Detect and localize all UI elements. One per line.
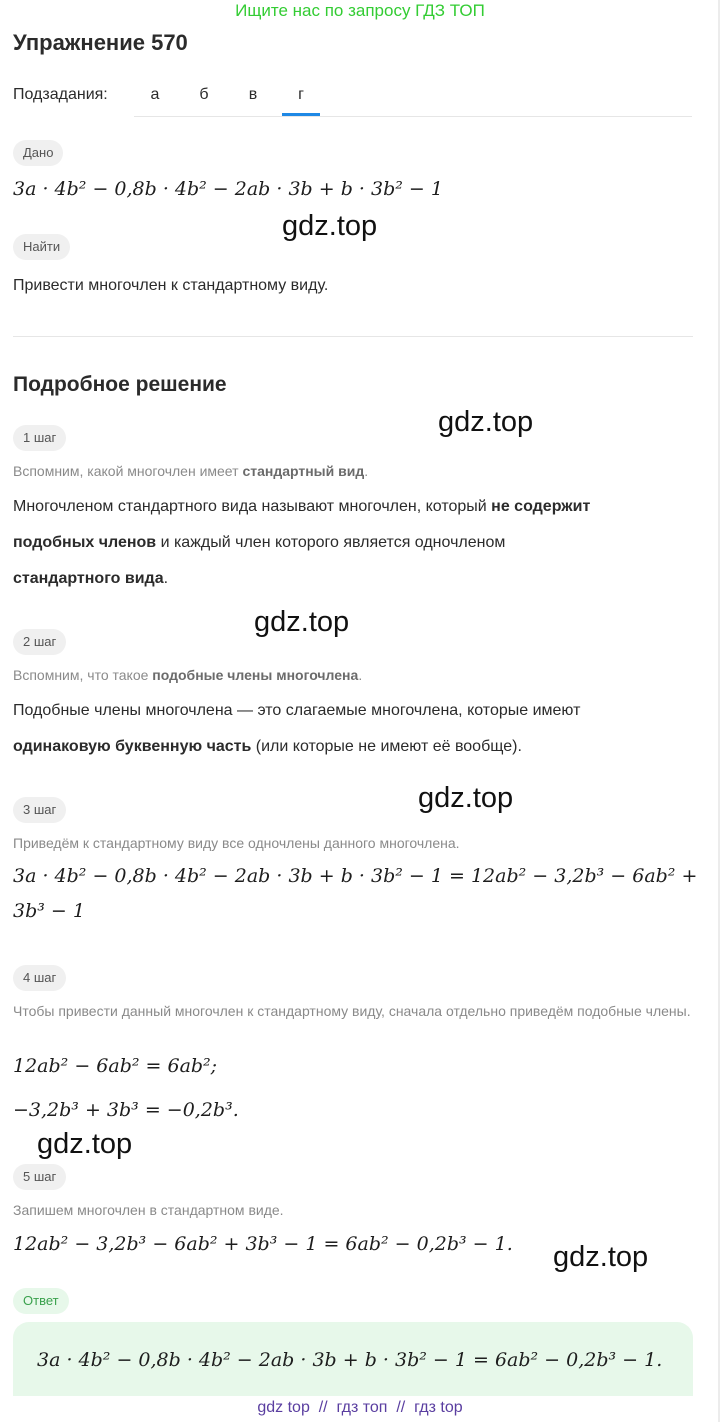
step-5-chip: 5 шаг — [13, 1164, 66, 1190]
step-5-hint: Запишем многочлен в стандартном виде. — [13, 1202, 284, 1218]
watermark: gdz.top — [254, 606, 350, 638]
step-2-line-2: одинаковую буквенную часть (или которые не имеют её вообще). — [13, 738, 522, 755]
watermark: gdz.top — [418, 782, 514, 814]
answer-expression: 3a · 4b² − 0,8b · 4b² − 2ab · 3b + b · 3b² − 1 = 6ab² − 0,2b³ − 1. — [37, 1349, 663, 1371]
step-2-line-1: Подобные члены многочлена — это слагаемые многочлена, которые имеют — [13, 702, 581, 719]
step-4-math-1: 12ab² − 6ab² = 6ab²; — [13, 1055, 218, 1077]
given-expression: 3a · 4b² − 0,8b · 4b² − 2ab · 3b + b · 3b² − 1 — [13, 178, 443, 200]
step-4-math-2: −3,2b³ + 3b³ = −0,2b³. — [13, 1099, 239, 1121]
promo-banner: Ищите нас по запросу ГДЗ ТОП — [235, 1, 485, 20]
watermark: gdz.top — [37, 1128, 133, 1160]
subtasks-label: Подзадания: — [13, 86, 108, 103]
solution-title: Подробное решение — [13, 373, 227, 396]
step-1-hint: Вспомним, какой многочлен имеет стандартный вид. — [13, 463, 369, 479]
footer-link-gdz-top[interactable]: gdz top — [257, 1399, 310, 1416]
subtask-tabs — [134, 78, 692, 117]
step-3-math-2: 3b³ − 1 — [13, 900, 85, 922]
step-1-line-3: стандартного вида. — [13, 570, 169, 587]
step-2-hint: Вспомним, что такое подобные члены многочлена. — [13, 667, 363, 683]
watermark: gdz.top — [438, 406, 534, 438]
step-1-chip: 1 шаг — [13, 425, 66, 451]
step-1-line-2: подобных членов и каждый член которого является одночленом — [13, 534, 506, 551]
tab-subtask-b[interactable]: б — [199, 86, 209, 103]
divider — [13, 336, 693, 337]
find-chip: Найти — [13, 234, 70, 260]
footer-separator: // — [318, 1399, 328, 1416]
footer-link-gdz-top-ru[interactable]: гдз топ — [336, 1399, 388, 1416]
footer-separator: // — [396, 1399, 406, 1416]
given-chip: Дано — [13, 140, 63, 166]
watermark: gdz.top — [282, 210, 378, 242]
step-3-hint: Приведём к стандартному виду все одночлены данного многочлена. — [13, 835, 460, 851]
watermark: gdz.top — [553, 1241, 649, 1273]
step-5-math-1: 12ab² − 3,2b³ − 6ab² + 3b³ − 1 = 6ab² − 0,2b³ − 1. — [13, 1233, 513, 1255]
step-1-line-1: Многочленом стандартного вида называют многочлен, который не содержит — [13, 498, 591, 515]
footer-links — [0, 1396, 720, 1420]
page-title: Упражнение 570 — [13, 30, 188, 55]
tab-subtask-a[interactable]: а — [150, 86, 160, 103]
tab-subtask-g[interactable]: г — [282, 78, 320, 116]
step-3-math-1: 3a · 4b² − 0,8b · 4b² − 2ab · 3b + b · 3b² − 1 = 12ab² − 3,2b³ − 6ab² + — [13, 865, 698, 887]
footer-link-gdz-top-mixed[interactable]: гдз top — [414, 1399, 463, 1416]
step-4-chip: 4 шаг — [13, 965, 66, 991]
step-2-chip: 2 шаг — [13, 629, 66, 655]
answer-chip: Ответ — [13, 1288, 69, 1314]
tab-subtask-v[interactable]: в — [248, 86, 258, 103]
answer-box — [13, 1322, 693, 1396]
find-text: Привести многочлен к стандартному виду. — [13, 277, 329, 294]
step-3-chip: 3 шаг — [13, 797, 66, 823]
step-4-hint: Чтобы привести данный многочлен к стандартному виду, сначала отдельно приведём подобные члены. — [13, 1003, 691, 1019]
